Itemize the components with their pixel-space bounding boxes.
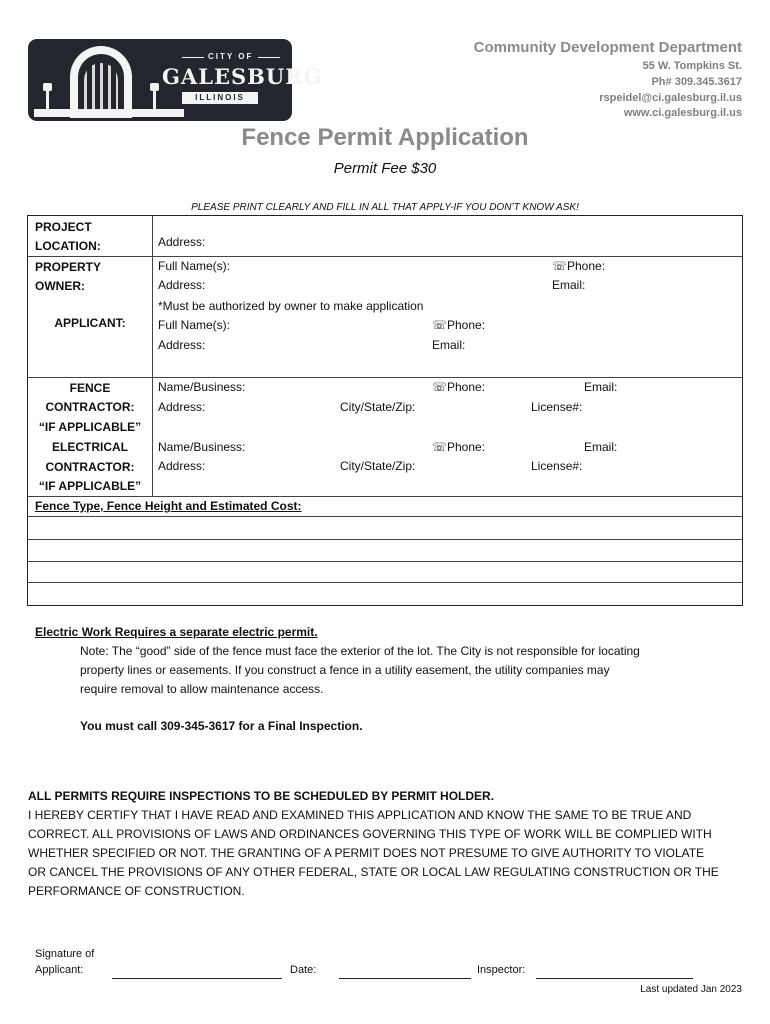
applicant-label: APPLICANT: — [54, 316, 126, 330]
logo-state: ILLINOIS — [182, 92, 258, 104]
note-line-2: property lines or easements. If you construct a fence in a utility easement, the utility companies may — [80, 663, 610, 677]
fence-contractor-email-field[interactable]: Email: — [584, 380, 618, 394]
owner-label-2: OWNER: — [35, 279, 85, 293]
note-line-3: require removal to allow maintenance access. — [80, 682, 324, 696]
electrical-contractor-name-field[interactable]: Name/Business: — [158, 440, 246, 454]
fence-type-label: Fence Type, Fence Height and Estimated Cost: — [35, 499, 302, 513]
fence-type-field[interactable] — [29, 518, 741, 604]
electrical-contractor-label-3: “IF APPLICABLE” — [38, 479, 142, 493]
fence-contractor-address-field[interactable]: Address: — [158, 400, 206, 414]
signature-field[interactable] — [112, 978, 282, 979]
fence-contractor-license-field[interactable]: License#: — [531, 400, 583, 414]
note-line-1: Note: The “good” side of the fence must face the exterior of the lot. The City is not responsible for locating — [80, 644, 640, 658]
date-field[interactable] — [339, 978, 471, 979]
electrical-contractor-email-field[interactable]: Email: — [584, 440, 618, 454]
inspector-label: Inspector: — [477, 964, 526, 976]
fence-contractor-label-3: “IF APPLICABLE” — [38, 420, 142, 434]
owner-email-field[interactable]: Email: — [552, 278, 586, 292]
electrical-contractor-phone-field[interactable]: ☏Phone: — [432, 440, 486, 454]
electrical-contractor-label-2: CONTRACTOR: — [45, 460, 135, 474]
signature-label: Signature of — [35, 948, 95, 960]
applicant-name-field[interactable]: Full Name(s): — [158, 318, 231, 332]
fence-contractor-label-2: CONTRACTOR: — [45, 400, 135, 414]
fence-contractor-city-field[interactable]: City/State/Zip: — [340, 400, 416, 414]
applicant-note: *Must be authorized by owner to make application — [158, 299, 424, 313]
final-inspection-note: You must call 309-345-3617 for a Final Inspection. — [80, 719, 363, 733]
permit-fee: Permit Fee $30 — [333, 160, 437, 177]
date-label: Date: — [290, 964, 317, 976]
applicant-phone-field[interactable]: ☏Phone: — [432, 318, 486, 332]
lamp-post-icon — [153, 89, 156, 111]
applicant-email-field[interactable]: Email: — [432, 338, 466, 352]
project-label-2: LOCATION: — [35, 239, 101, 253]
owner-phone-field[interactable]: ☏Phone: — [552, 259, 606, 273]
logo-name: GALESBURG — [162, 64, 323, 89]
logo-city-of: CITY OF — [208, 52, 254, 61]
certification-line-3: WHETHER SPECIFIED OR NOT. THE GRANTING OF A PERMIT DOES NOT PRESUME TO GIVE AUTHORITY TO VIOLATE — [28, 846, 705, 860]
owner-name-field[interactable]: Full Name(s): — [158, 259, 231, 273]
electrical-contractor-license-field[interactable]: License#: — [531, 459, 583, 473]
department-name: Community Development Department — [473, 39, 742, 56]
owner-label: PROPERTY — [35, 260, 102, 274]
department-website: www.ci.galesburg.il.us — [623, 107, 742, 119]
department-email: rspeidel@ci.galesburg.il.us — [599, 92, 742, 104]
city-logo — [28, 39, 323, 121]
certification-line-5: PERFORMANCE OF CONSTRUCTION. — [28, 884, 245, 898]
fence-contractor-name-field[interactable]: Name/Business: — [158, 380, 246, 394]
fence-contractor-label: FENCE — [69, 381, 111, 395]
last-updated: Last updated Jan 2023 — [640, 984, 742, 995]
fence-contractor-phone-field[interactable]: ☏Phone: — [432, 380, 486, 394]
owner-address-field[interactable]: Address: — [158, 278, 206, 292]
department-address: 55 W. Tompkins St. — [642, 60, 742, 72]
electrical-contractor-address-field[interactable]: Address: — [158, 459, 206, 473]
instructions: PLEASE PRINT CLEARLY AND FILL IN ALL THAT APPLY-IF YOU DON’T KNOW ASK! — [191, 202, 579, 213]
certification-line-2: CORRECT. ALL PROVISIONS OF LAWS AND ORDINANCES GOVERNING THIS TYPE OF WORK WILL BE COMPLIED WITH — [28, 827, 712, 841]
signature-label-2: Applicant: — [35, 964, 84, 976]
project-label: PROJECT — [35, 220, 92, 234]
project-address-field[interactable]: Address: — [158, 235, 206, 249]
certification-heading: ALL PERMITS REQUIRE INSPECTIONS TO BE SCHEDULED BY PERMIT HOLDER. — [28, 789, 495, 803]
applicant-address-field[interactable]: Address: — [158, 338, 206, 352]
inspector-field[interactable] — [536, 978, 693, 979]
lamp-post-icon — [46, 89, 49, 111]
electrical-contractor-label: ELECTRICAL — [52, 440, 128, 454]
electric-permit-note: Electric Work Requires a separate electric permit. — [35, 625, 318, 639]
page-title: Fence Permit Application — [241, 124, 529, 151]
electrical-contractor-city-field[interactable]: City/State/Zip: — [340, 459, 416, 473]
certification-line-1: I HEREBY CERTIFY THAT I HAVE READ AND EXAMINED THIS APPLICATION AND KNOW THE SAME TO BE TRUE AND — [28, 808, 692, 822]
certification-line-4: OR CANCEL THE PROVISIONS OF ANY OTHER FEDERAL, STATE OR LOCAL LAW REGULATING CONSTRUCTION OR THE — [28, 865, 719, 879]
department-phone: Ph# 309.345.3617 — [651, 76, 742, 88]
